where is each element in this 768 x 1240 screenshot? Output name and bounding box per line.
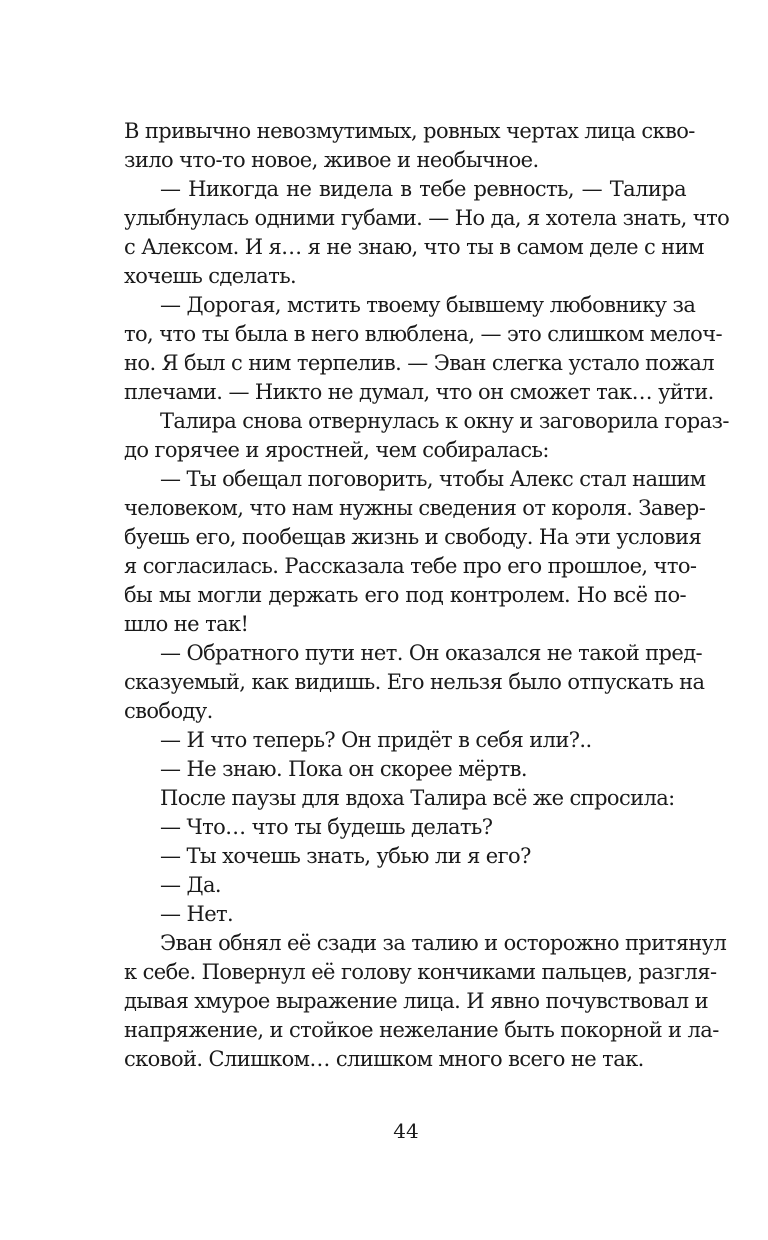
text-line: В привычно невозмутимых, ровных чертах лица скво- (124, 119, 695, 143)
text-line: — Что… что ты будешь делать? (160, 815, 493, 839)
text-line: до горячее и яростней, чем собиралась: (124, 438, 549, 462)
text-line: с Алексом. И я… я не знаю, что ты в самом деле с ним (124, 235, 704, 259)
text-line: к себе. Повернул её голову кончиками пальцев, разгля- (124, 960, 717, 984)
text-line: — Ты хочешь знать, убью ли я его? (160, 844, 531, 868)
text-line: хочешь сделать. (124, 264, 297, 288)
text-line: бы мы могли держать его под контролем. Но всё по- (124, 583, 686, 607)
text-line: зило что-то новое, живое и необычное. (124, 148, 539, 172)
text-line: буешь его, пообещав жизнь и свободу. На эти условия (124, 525, 702, 549)
text-line: — Дорогая, мстить твоему бывшему любовнику за (160, 293, 696, 317)
text-line: сказуемый, как видишь. Его нельзя было отпускать на (124, 670, 705, 694)
text-line: я согласилась. Рассказала тебе про его прошлое, что- (124, 554, 697, 578)
text-line: — Нет. (160, 902, 234, 926)
text-line: — И что теперь? Он придёт в себя или?.. (160, 728, 592, 752)
text-line: Эван обнял её сзади за талию и осторожно притянул (160, 931, 727, 955)
text-line: человеком, что нам нужны сведения от короля. Завер- (124, 496, 706, 520)
text-line: — Никогда не видела в тебе ревность, — Талира (160, 177, 686, 201)
text-line: то, что ты была в него влюблена, — это слишком мелоч- (124, 322, 722, 346)
text-line: свободу. (124, 699, 213, 723)
text-line: — Да. (160, 873, 221, 897)
text-line: После паузы для вдоха Талира всё же спросила: (160, 786, 675, 810)
text-line: но. Я был с ним терпелив. — Эван слегка устало пожал (124, 351, 715, 375)
body-text (124, 117, 730, 1074)
text-line: плечами. — Никто не думал, что он сможет так… уйти. (124, 380, 714, 404)
text-line: дывая хмурое выражение лица. И явно почувствовал и (124, 989, 708, 1013)
text-line: — Обратного пути нет. Он оказался не такой пред- (160, 641, 703, 665)
text-line: — Ты обещал поговорить, чтобы Алекс стал нашим (160, 467, 706, 491)
text-line: улыбнулась одними губами. — Но да, я хотела знать, что (124, 206, 730, 230)
text-line: Талира снова отвернулась к окну и заговорила гораз- (160, 409, 729, 433)
page-number: 44 (393, 1119, 419, 1143)
text-line: напряжение, и стойкое нежелание быть покорной и ла- (124, 1018, 719, 1042)
text-line: сковой. Слишком… слишком много всего не так. (124, 1047, 644, 1071)
text-line: шло не так! (124, 612, 249, 636)
text-line: — Не знаю. Пока он скорее мёртв. (160, 757, 527, 781)
